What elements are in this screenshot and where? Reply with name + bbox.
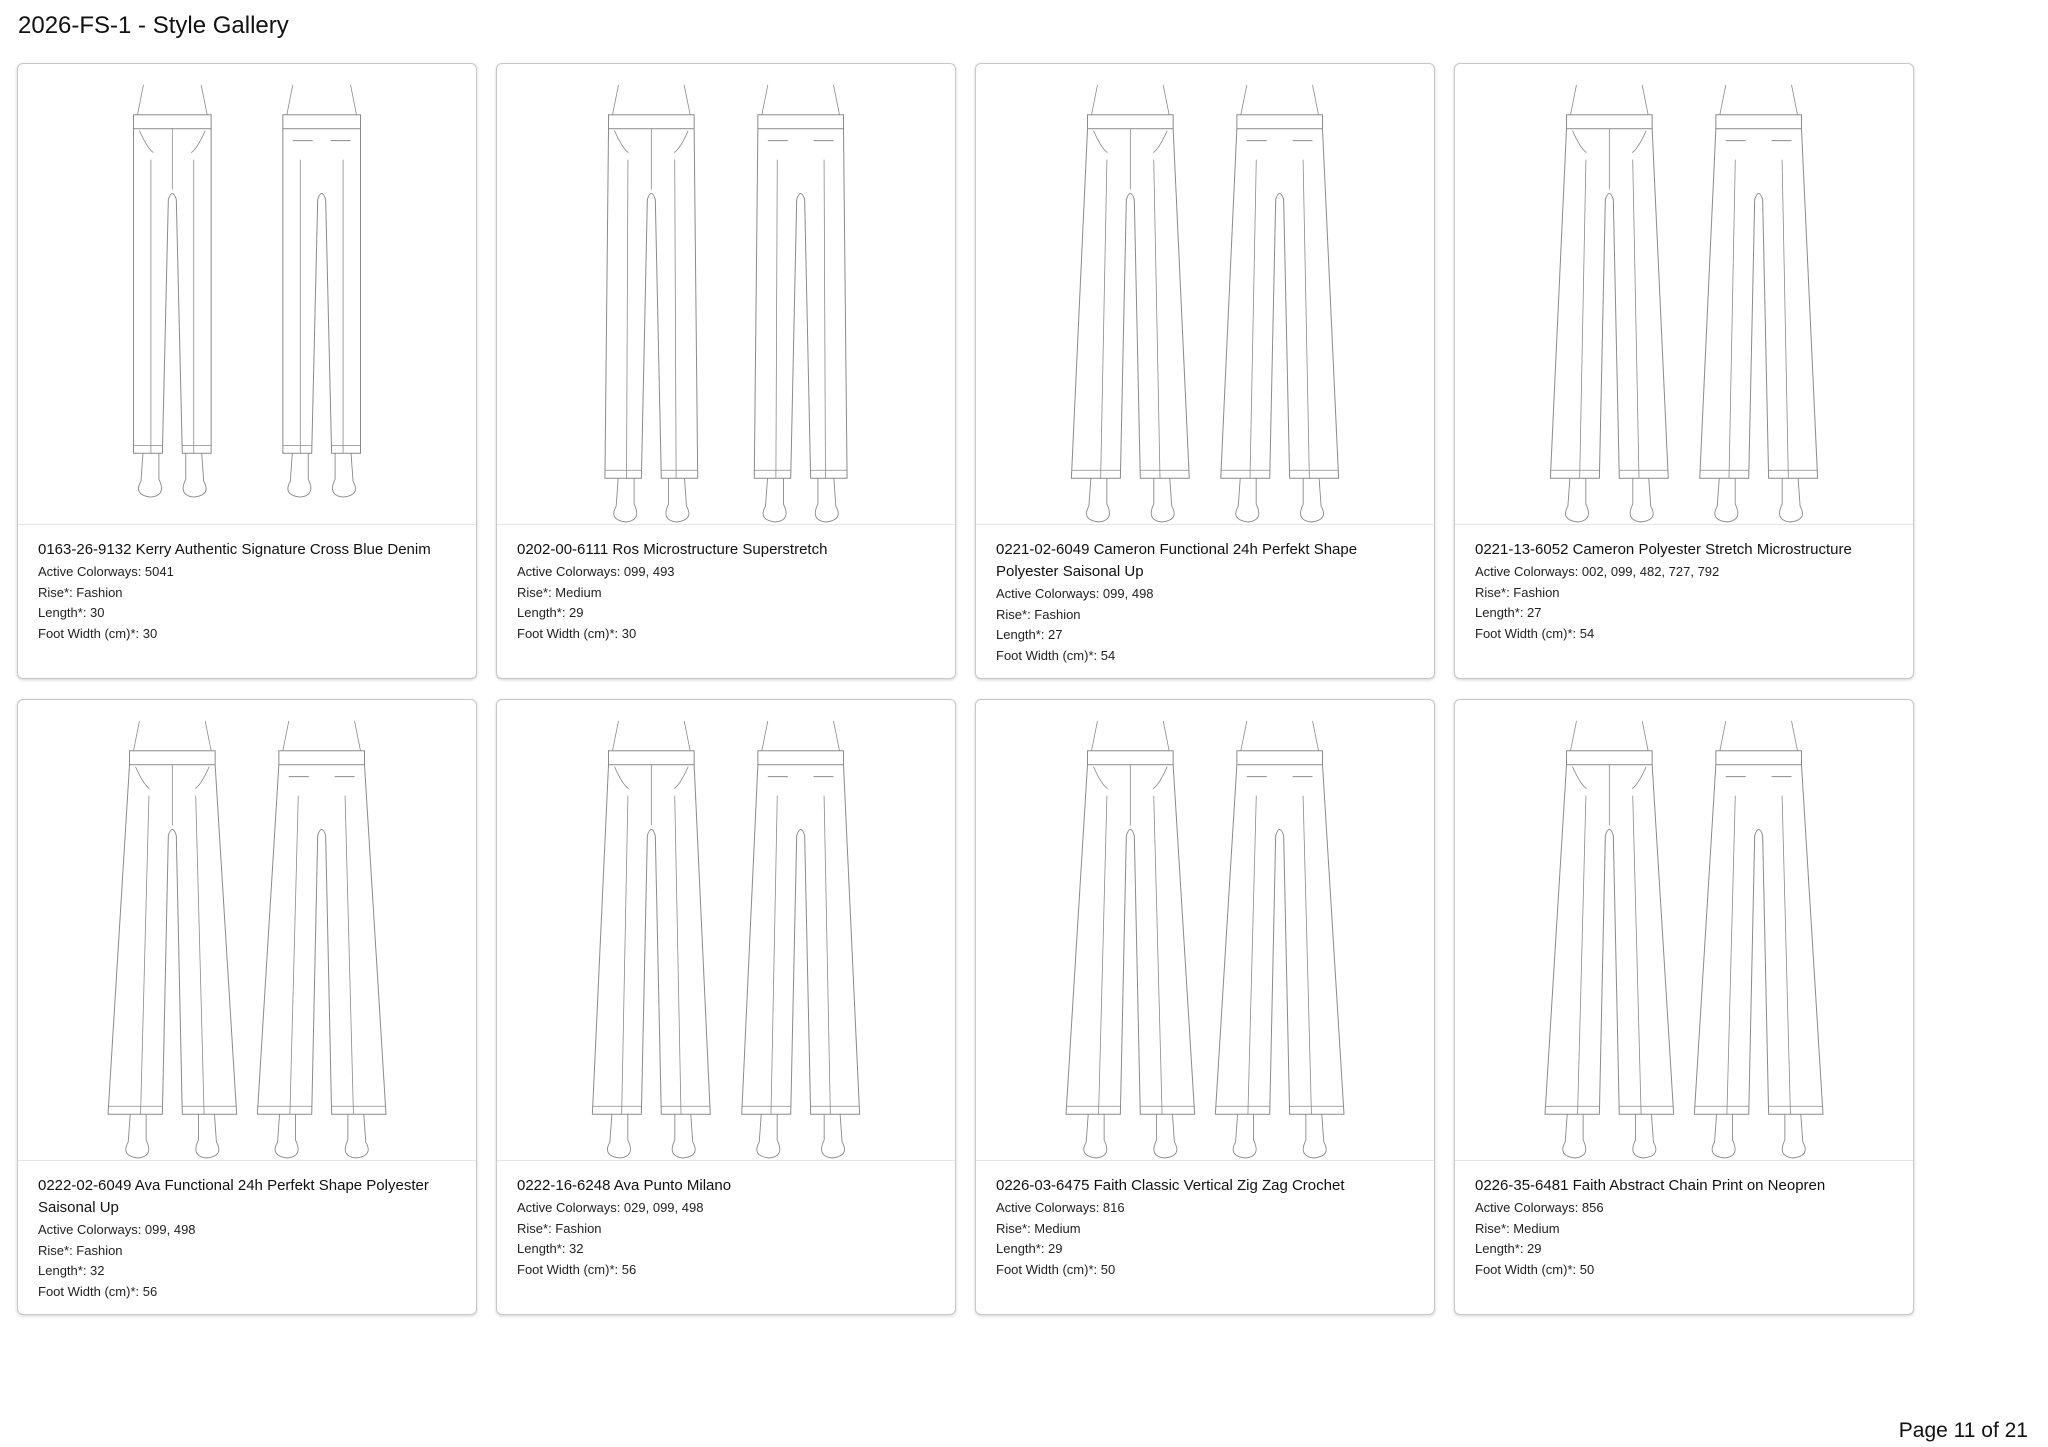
garment-sketch bbox=[1455, 64, 1913, 525]
style-gallery-grid bbox=[17, 63, 1914, 1315]
style-name: 0163-26-9132 Kerry Authentic Signature Cross Blue Denim bbox=[38, 541, 431, 558]
style-card[interactable] bbox=[496, 699, 956, 1315]
garment-sketch bbox=[497, 700, 955, 1161]
rise: Rise*: Medium bbox=[996, 1220, 1081, 1236]
style-info bbox=[18, 525, 476, 654]
rise: Rise*: Medium bbox=[1475, 1220, 1560, 1236]
length: Length*: 30 bbox=[38, 605, 105, 620]
active-colorways: Active Colorways: 029, 099, 498 bbox=[517, 1200, 704, 1215]
style-card[interactable] bbox=[17, 63, 477, 679]
style-info bbox=[18, 1161, 476, 1312]
style-name: 0226-35-6481 Faith Abstract Chain Print on Neopren bbox=[1475, 1177, 1826, 1194]
style-info bbox=[497, 525, 955, 654]
active-colorways: Active Colorways: 5041 bbox=[38, 564, 174, 579]
active-colorways: Active Colorways: 099, 493 bbox=[517, 564, 675, 579]
rise: Rise*: Fashion bbox=[38, 584, 123, 600]
foot-width: Foot Width (cm)*: 30 bbox=[517, 625, 637, 641]
garment-sketch bbox=[18, 700, 476, 1161]
length: Length*: 29 bbox=[517, 605, 584, 620]
foot-width: Foot Width (cm)*: 54 bbox=[996, 647, 1116, 663]
garment-sketch bbox=[976, 700, 1434, 1161]
garment-sketch bbox=[1455, 700, 1913, 1161]
foot-width: Foot Width (cm)*: 56 bbox=[517, 1261, 637, 1277]
active-colorways: Active Colorways: 816 bbox=[996, 1200, 1125, 1215]
rise: Rise*: Fashion bbox=[38, 1242, 123, 1258]
foot-width: Foot Width (cm)*: 50 bbox=[1475, 1261, 1595, 1277]
style-info bbox=[497, 1161, 955, 1290]
style-card[interactable] bbox=[1454, 63, 1914, 679]
style-name: 0221-02-6049 Cameron Functional 24h Perfekt Shape Polyester Saisonal Up bbox=[996, 541, 1358, 580]
active-colorways: Active Colorways: 099, 498 bbox=[38, 1222, 196, 1237]
style-name: 0222-16-6248 Ava Punto Milano bbox=[517, 1177, 732, 1194]
length: Length*: 32 bbox=[517, 1241, 584, 1256]
active-colorways: Active Colorways: 002, 099, 482, 727, 792 bbox=[1475, 564, 1720, 579]
style-info bbox=[1455, 1161, 1913, 1290]
style-info bbox=[1455, 525, 1913, 654]
foot-width: Foot Width (cm)*: 56 bbox=[38, 1283, 158, 1299]
foot-width: Foot Width (cm)*: 30 bbox=[38, 625, 158, 641]
style-name: 0226-03-6475 Faith Classic Vertical Zig Zag Crochet bbox=[996, 1177, 1345, 1194]
style-info bbox=[976, 1161, 1434, 1290]
rise: Rise*: Fashion bbox=[517, 1220, 602, 1236]
length: Length*: 29 bbox=[1475, 1241, 1542, 1256]
length: Length*: 32 bbox=[38, 1263, 105, 1278]
active-colorways: Active Colorways: 856 bbox=[1475, 1200, 1604, 1215]
length: Length*: 27 bbox=[996, 627, 1063, 642]
page-title: 2026-FS-1 - Style Gallery bbox=[18, 12, 289, 39]
page-number: Page 11 of 21 bbox=[1898, 1419, 2028, 1442]
rise: Rise*: Fashion bbox=[1475, 584, 1560, 600]
rise: Rise*: Medium bbox=[517, 584, 602, 600]
style-card[interactable] bbox=[17, 699, 477, 1315]
style-name: 0202-00-6111 Ros Microstructure Superstretch bbox=[517, 541, 828, 558]
style-card[interactable] bbox=[975, 63, 1435, 679]
foot-width: Foot Width (cm)*: 54 bbox=[1475, 625, 1595, 641]
style-name: 0222-02-6049 Ava Functional 24h Perfekt Shape Polyester Saisonal Up bbox=[38, 1177, 429, 1216]
active-colorways: Active Colorways: 099, 498 bbox=[996, 586, 1154, 601]
length: Length*: 29 bbox=[996, 1241, 1063, 1256]
garment-sketch bbox=[497, 64, 955, 525]
style-info bbox=[976, 525, 1434, 676]
foot-width: Foot Width (cm)*: 50 bbox=[996, 1261, 1116, 1277]
style-card[interactable] bbox=[975, 699, 1435, 1315]
garment-sketch bbox=[18, 64, 476, 525]
style-name: 0221-13-6052 Cameron Polyester Stretch Microstructure bbox=[1475, 541, 1852, 558]
style-card[interactable] bbox=[1454, 699, 1914, 1315]
garment-sketch bbox=[976, 64, 1434, 525]
style-card[interactable] bbox=[496, 63, 956, 679]
length: Length*: 27 bbox=[1475, 605, 1542, 620]
rise: Rise*: Fashion bbox=[996, 606, 1081, 622]
